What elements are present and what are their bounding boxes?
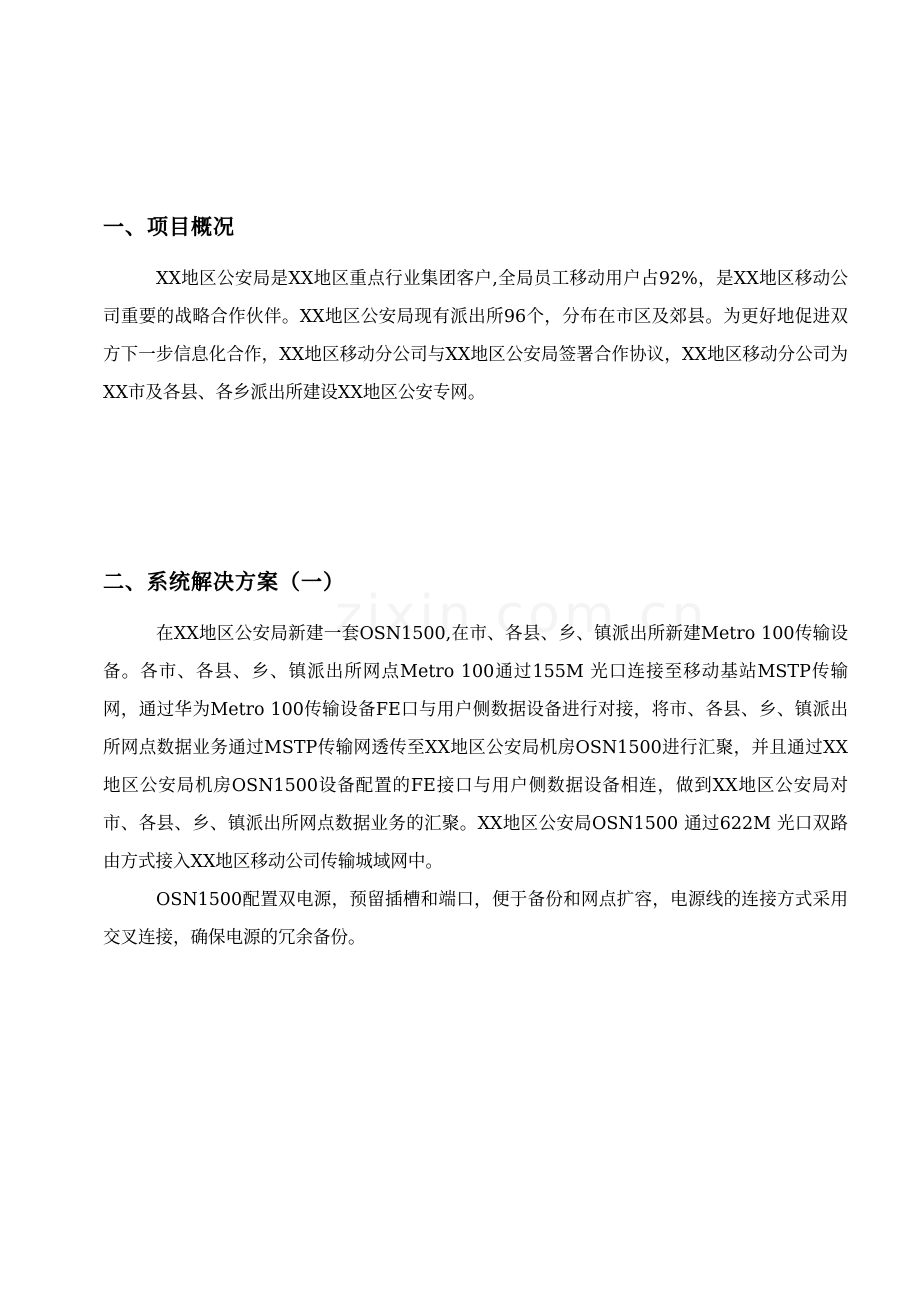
section-project-overview	[103, 210, 848, 412]
section-heading: 二、系统解决方案（一）	[103, 570, 345, 594]
section-heading: 一、项目概况	[103, 215, 235, 239]
paragraph: OSN1500配置双电源，预留插槽和端口，便于备份和网点扩容，电源线的连接方式采用交叉连接，确保电源的冗余备份。	[103, 890, 848, 948]
section-system-solution	[103, 565, 848, 957]
paragraph: XX地区公安局是XX地区重点行业集团客户,全局员工移动用户占92%，是XX地区移动公司重要的战略合作伙伴。XX地区公安局现有派出所96个，分布在市区及郊县。为更好地促进双方下一步信息化合作，XX地区移动分公司与XX地区公安局签署合作协议，XX地区移动分公司为XX市及各县、各乡派出所建设XX地区公安专网。	[103, 269, 848, 403]
paragraph: 在XX地区公安局新建一套OSN1500,在市、各县、乡、镇派出所新建Metro 100传输设备。各市、各县、乡、镇派出所网点Metro 100通过155M 光口连接至移动基站MSTP传输网，通过华为Metro 100传输设备FE口与用户侧数据设备进行对接，将市、各县、乡、镇派出所网点数据业务通过MSTP传输网透传至XX地区公安局机房OSN1500进行汇聚，并且通过XX地区公安局机房OSN1500设备配置的FE接口与用户侧数据设备相连，做到XX地区公安局对市、各县、乡、镇派出所网点数据业务的汇聚。XX地区公安局OSN1500 通过622M 光口双路由方式接入XX地区移动公司传输城域网中。	[103, 624, 848, 872]
